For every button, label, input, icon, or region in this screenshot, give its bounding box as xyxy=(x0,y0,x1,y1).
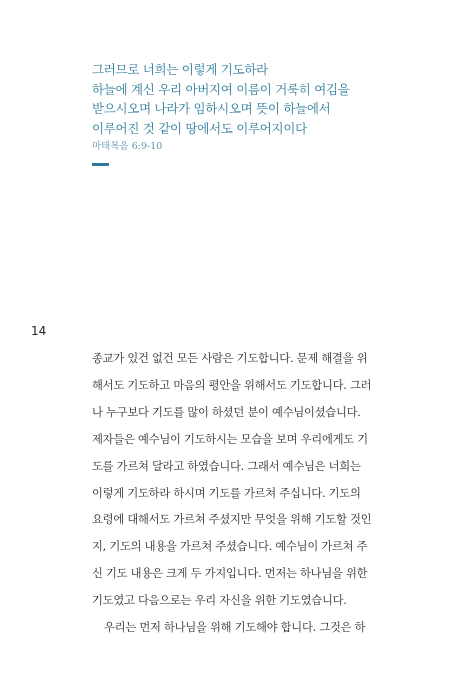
body-line: 이렇게 기도하라 하시며 기도를 가르쳐 주십니다. 기도의 xyxy=(92,486,361,500)
page-number: 14 xyxy=(31,324,47,338)
body-line: 종교가 있건 없건 모든 사람은 기도합니다. 문제 해결을 위 xyxy=(92,352,368,365)
quote-line: 하늘에 계신 우리 아버지여 이름이 거룩히 여김을 xyxy=(92,81,350,97)
body-line: 해서도 기도하고 마음의 평안을 위해서도 기도합니다. 그러 xyxy=(92,378,372,392)
body-line: 신 기도 내용은 크게 두 가지입니다. 먼저는 하나님을 위한 xyxy=(92,567,368,581)
quote-divider xyxy=(92,163,109,166)
body-line: 기도였고 다음으로는 우리 자신을 위한 기도였습니다. xyxy=(92,594,347,608)
body-line: 나 누구보다 기도를 많이 하셨던 분이 예수님이셨습니다. xyxy=(92,405,361,419)
quote-source: 마태복음 6:9-10 xyxy=(92,141,163,153)
quote-line: 받으시오며 나라가 임하시오며 뜻이 하늘에서 xyxy=(92,101,331,117)
quote-line: 이루어진 것 같이 땅에서도 이루어지이다 xyxy=(92,120,307,136)
body-line: 도를 가르쳐 달라고 하였습니다. 그래서 예수님은 너희는 xyxy=(92,459,361,473)
body-line: 우리는 먼저 하나님을 위해 기도해야 합니다. 그것은 하 xyxy=(104,621,366,635)
body-line: 요령에 대해서도 가르쳐 주셨지만 무엇을 위해 기도할 것인 xyxy=(92,513,372,527)
body-text xyxy=(92,346,388,642)
scripture-quote xyxy=(92,60,392,166)
body-line: 지, 기도의 내용을 가르쳐 주셨습니다. 예수님이 가르쳐 주 xyxy=(92,540,368,554)
body-line: 제자들은 예수님이 기도하시는 모습을 보며 우리에게도 기 xyxy=(92,432,368,446)
quote-line: 그러므로 너희는 이렇게 기도하라 xyxy=(92,62,268,77)
